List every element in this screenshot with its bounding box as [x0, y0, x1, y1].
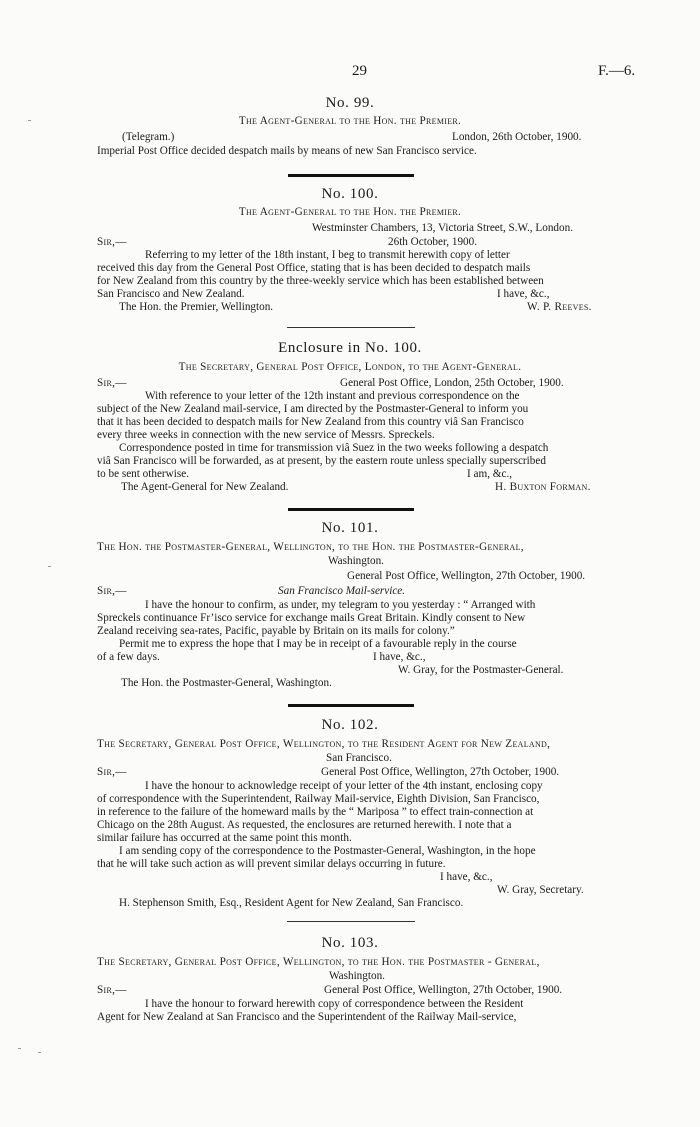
- doc102-closing: I have, &c.,: [440, 871, 493, 883]
- doc101-dateline: General Post Office, Wellington, 27th October, 1900.: [347, 570, 586, 582]
- scan-speck: [18, 1048, 21, 1049]
- doc103-body-line: Agent for New Zealand at San Francisco and the Superintendent of the Railway Mail-service,: [97, 1012, 517, 1023]
- enc100-signature: H. Buxton Forman.: [495, 481, 591, 493]
- doc102-number: No. 102.: [321, 717, 379, 733]
- doc102-body-line: I am sending copy of the correspondence to the Postmaster-General, Washington, in the hope: [119, 846, 536, 857]
- doc102-body-line: I have the honour to acknowledge receipt of your letter of the 4th instant, enclosing copy: [145, 781, 543, 792]
- doc100-addressee: The Hon. the Premier, Wellington.: [119, 301, 274, 313]
- doc103-dateline: General Post Office, Wellington, 27th October, 1900.: [324, 984, 563, 996]
- doc99-telegram-label: (Telegram.): [122, 131, 175, 143]
- page-number: 29: [352, 63, 367, 79]
- doc101-closing: I have, &c.,: [373, 651, 426, 663]
- doc99-heading: The Agent-General to the Hon. the Premier.: [238, 115, 462, 127]
- doc100-salutation: Sir,—: [97, 236, 127, 248]
- doc100-body-line: received this day from the General Post Office, stating that is has been decided to despatch mails: [97, 263, 531, 274]
- doc101-body-line: Zealand receiving sea-rates, Pacific, payable by Britain on its mails for colony.”: [97, 625, 455, 637]
- doc101-number: No. 101.: [321, 520, 379, 536]
- doc102-heading: The Secretary, General Post Office, Wellington, to the Resident Agent for New Zealand,: [97, 739, 551, 750]
- section-divider: [287, 327, 415, 328]
- doc103-heading: The Secretary, General Post Office, Wellington, to the Hon. the Postmaster - General,: [97, 957, 540, 968]
- doc101-body-line: Spreckels continuance Fr’isco service for exchange mails Great Britain. Kindly consent to New: [97, 613, 526, 624]
- section-divider: [288, 508, 414, 511]
- doc103-number: No. 103.: [321, 935, 379, 951]
- enc100-body-line: to be sent otherwise.: [97, 468, 189, 480]
- enc100-body-line: that it has been decided to despatch mails for New Zealand from this country viâ San Francisco: [97, 417, 524, 428]
- doc102-addressee: H. Stephenson Smith, Esq., Resident Agent for New Zealand, San Francisco.: [119, 897, 464, 909]
- doc101-body-line: of a few days.: [97, 651, 160, 663]
- doc101-salutation: Sir,—: [97, 585, 127, 597]
- enc100-closing: I am, &c.,: [467, 468, 513, 480]
- doc100-signature: W. P. Reeves.: [527, 301, 592, 313]
- doc100-date: 26th October, 1900.: [388, 236, 478, 248]
- enc100-body-line: subject of the New Zealand mail-service, I am directed by the Postmaster-General to inform you: [97, 404, 529, 415]
- doc102-body-line: that he will take such action as will prevent similar delays occurring in future.: [97, 858, 446, 870]
- doc102-body-line: of correspondence with the Superintendent, Railway Mail-service, Eighth Division, San Francisco,: [97, 794, 540, 805]
- doc102-salutation: Sir,—: [97, 766, 127, 778]
- enc100-body-line: With reference to your letter of the 12th instant and previous correspondence on the: [145, 391, 520, 402]
- enc100-dateline: General Post Office, London, 25th October, 1900.: [340, 377, 564, 389]
- doc101-subject: San Francisco Mail-service.: [278, 585, 406, 597]
- enc100-heading: The Secretary, General Post Office, London, to the Agent-General.: [178, 361, 522, 373]
- scan-speck: [48, 566, 51, 567]
- doc103-salutation: Sir,—: [97, 984, 127, 996]
- doc100-number: No. 100.: [321, 186, 379, 202]
- enc100-addressee: The Agent-General for New Zealand.: [121, 481, 289, 493]
- doc102-heading-cont: San Francisco.: [326, 752, 392, 764]
- doc101-addressee: The Hon. the Postmaster-General, Washington.: [121, 677, 332, 689]
- doc100-closing: I have, &c.,: [497, 288, 550, 300]
- doc102-dateline: General Post Office, Wellington, 27th October, 1900.: [321, 766, 560, 778]
- doc101-body-line: I have the honour to confirm, as under, my telegram to you yesterday : “ Arranged with: [145, 600, 536, 611]
- doc102-body-line: in reference to the failure of the homeward mails by the “ Mariposa ” to effect train-connection at: [97, 807, 534, 818]
- section-divider: [287, 921, 415, 922]
- doc101-signature: W. Gray, for the Postmaster-General.: [398, 664, 564, 676]
- doc100-body-line: Referring to my letter of the 18th instant, I beg to transmit herewith copy of letter: [145, 250, 510, 261]
- enc100-body-line: Correspondence posted in time for transmission viâ Suez in the two weeks following a despatch: [119, 443, 549, 454]
- doc100-body-line: San Francisco and New Zealand.: [97, 288, 245, 300]
- doc99-body: Imperial Post Office decided despatch mails by means of new San Francisco service.: [97, 145, 477, 157]
- doc100-address: Westminster Chambers, 13, Victoria Street, S.W., London.: [312, 222, 573, 234]
- section-divider: [288, 174, 414, 177]
- enc100-body-line: every three weeks in connection with the new service of Messrs. Spreckels.: [97, 429, 435, 441]
- doc101-body-line: Permit me to express the hope that I may be in receipt of a favourable reply in the course: [119, 639, 517, 650]
- doc100-heading: The Agent-General to the Hon. the Premier.: [238, 206, 462, 218]
- doc101-heading-cont: Washington.: [328, 555, 384, 567]
- doc99-dateline: London, 26th October, 1900.: [452, 131, 582, 143]
- enc100-title: Enclosure in No. 100.: [278, 340, 422, 356]
- enc100-salutation: Sir,—: [97, 377, 127, 389]
- section-divider: [288, 704, 414, 707]
- doc103-heading-cont: Washington.: [329, 970, 385, 982]
- doc100-body-line: for New Zealand from this country by the three-weekly service which has been established between: [97, 276, 544, 287]
- scan-speck: [38, 1052, 41, 1053]
- scan-speck: [28, 120, 31, 121]
- doc103-body-line: I have the honour to forward herewith copy of correspondence between the Resident: [145, 999, 524, 1010]
- document-code: F.—6.: [598, 63, 636, 79]
- doc102-signature: W. Gray, Secretary.: [497, 884, 584, 896]
- doc99-number: No. 99.: [325, 95, 375, 111]
- doc101-heading: The Hon. the Postmaster-General, Wellington, to the Hon. the Postmaster-General,: [97, 542, 524, 553]
- doc102-body-line: similar failure has occurred at the same point this month.: [97, 832, 352, 844]
- enc100-body-line: viâ San Francisco will be forwarded, as at present, by the eastern route unless specially superscribed: [97, 456, 546, 467]
- doc102-body-line: Chicago on the 28th August. As requested, the enclosures are returned herewith. I note that a: [97, 820, 512, 831]
